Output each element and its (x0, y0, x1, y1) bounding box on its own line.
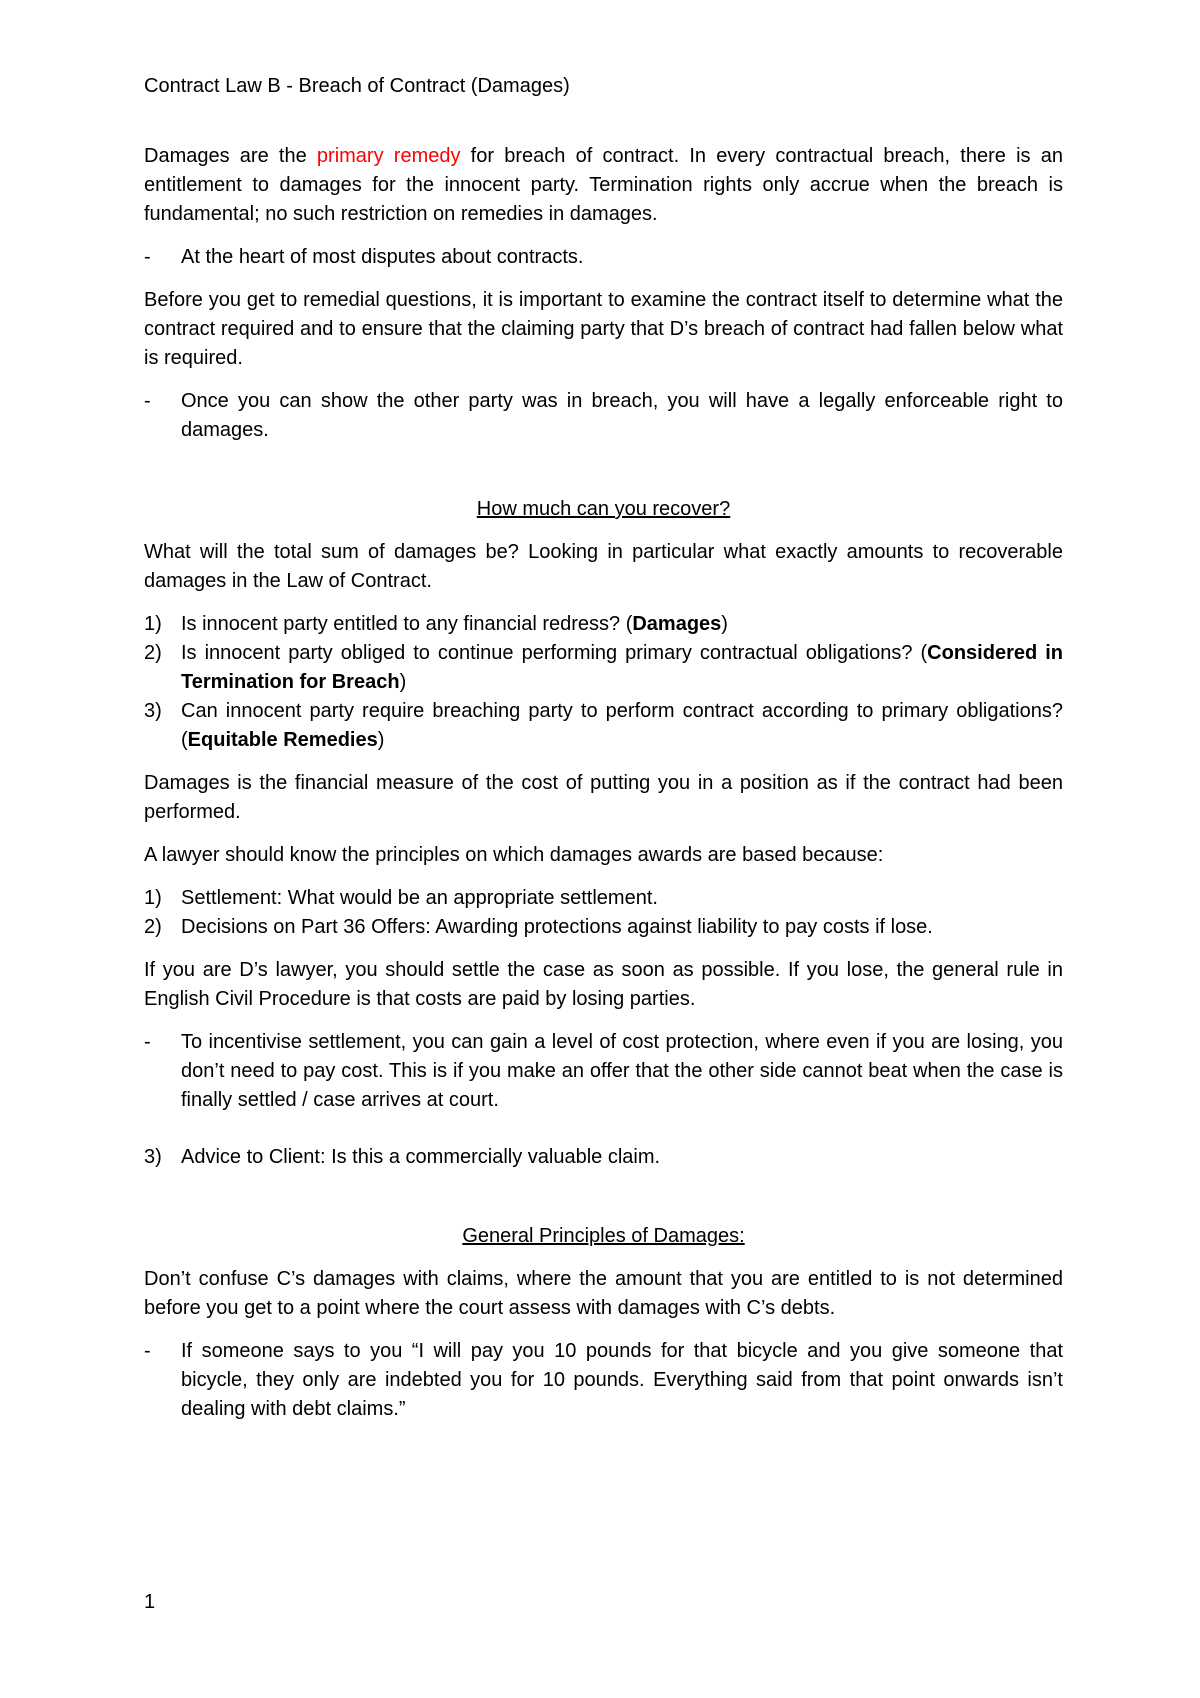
paragraph-damages-vs-claims: Don’t confuse C’s damages with claims, where the amount that you are entitled to is not determined before you get to a point where the court assess with damages with C’s debts. (144, 1268, 1063, 1319)
bullet-list (144, 1337, 1063, 1424)
list-item-text: Decisions on Part 36 Offers: Awarding protections against liability to pay costs if lose. (181, 916, 933, 938)
list-item-text: Once you can show the other party was in breach, you will have a legally enforceable right to damages. (181, 390, 1063, 441)
numbered-list-questions (144, 610, 1063, 755)
bullet-list (144, 1028, 1063, 1115)
list-item (144, 697, 1063, 755)
list-item-bold: Damages (632, 613, 722, 635)
list-item (144, 387, 1063, 445)
list-item-text: ) (721, 613, 728, 635)
numbered-list-reasons (144, 884, 1063, 942)
dash-marker: - (144, 1031, 151, 1053)
list-item (144, 913, 1063, 942)
list-item-text: At the heart of most disputes about contracts. (181, 246, 584, 268)
paragraph-text: Damages are the (144, 145, 317, 167)
list-number: 2) (144, 642, 162, 664)
list-item (144, 884, 1063, 913)
section-heading-how-much: How much can you recover? (476, 498, 731, 520)
dash-marker: - (144, 246, 151, 268)
section-heading-general-principles: General Principles of Damages: (462, 1225, 745, 1247)
list-item-text: Settlement: What would be an appropriate settlement. (181, 887, 658, 909)
list-item (144, 1028, 1063, 1115)
list-item-bold: Equitable Remedies (187, 729, 378, 751)
dash-marker: - (144, 390, 151, 412)
paragraph-remedial-questions: Before you get to remedial questions, it is important to examine the contract itself to determine what the contract required and to ensure that the claiming party that D’s breach of contract had fallen below what is required. (144, 289, 1063, 369)
list-item-text: If someone says to you “I will pay you 10 pounds for that bicycle and you give someone that bicycle, they only are indebted you for 10 pounds. Everything said from that point onwards isn’t dealing with debt claims.” (181, 1340, 1063, 1420)
paragraph-settle-case: If you are D’s lawyer, you should settle the case as soon as possible. If you lose, the general rule in English Civil Procedure is that costs are paid by losing parties. (144, 959, 1063, 1010)
list-item (144, 1143, 1063, 1172)
bullet-list (144, 387, 1063, 445)
paragraph-lawyer-principles: A lawyer should know the principles on which damages awards are based because: (144, 844, 884, 866)
list-item (144, 1337, 1063, 1424)
list-item (144, 243, 1063, 272)
document-header: Contract Law B - Breach of Contract (Damages) (144, 75, 570, 97)
list-item-text: Is innocent party obliged to continue performing primary contractual obligations? ( (181, 642, 928, 664)
highlight-primary-remedy: primary remedy (316, 145, 461, 167)
list-item-text: ) (399, 671, 407, 693)
paragraph-damages-primary-remedy (144, 142, 1063, 229)
bullet-list (144, 243, 1063, 272)
list-item-text: To incentivise settlement, you can gain a level of cost protection, where even if you are losing, you don’t need to pay cost. This is if you make an offer that the other side cannot beat when the case is finally settled / case arrives at court. (181, 1031, 1063, 1111)
list-number: 2) (144, 916, 162, 938)
list-item-text: Is innocent party entitled to any financial redress? ( (181, 613, 633, 635)
list-item-text: ) (377, 729, 385, 751)
list-number: 3) (144, 700, 162, 722)
list-item-bold: Considered in Termination for Breach (181, 642, 1063, 693)
list-item-text: Can innocent party require breaching party to perform contract according to primary obligations? ( (181, 700, 1063, 751)
dash-marker: - (144, 1340, 151, 1362)
page-number: 1 (144, 1591, 156, 1613)
numbered-list-reasons-cont (144, 1143, 1063, 1172)
paragraph-text: for breach of contract. In every contractual breach, there is an entitlement to damages for the innocent party. Termination rights only accrue when the breach is fundamental; no such restriction on remedies in damages. (144, 145, 1063, 225)
list-number: 3) (144, 1146, 162, 1168)
list-item (144, 639, 1063, 697)
paragraph-total-sum: What will the total sum of damages be? Looking in particular what exactly amounts to recoverable damages in the Law of Contract. (144, 541, 1063, 592)
list-item (144, 610, 1063, 639)
list-item-text: Advice to Client: Is this a commercially valuable claim. (181, 1146, 661, 1168)
list-number: 1) (144, 887, 162, 909)
paragraph-financial-measure: Damages is the financial measure of the cost of putting you in a position as if the contract had been performed. (144, 772, 1063, 823)
list-number: 1) (144, 613, 162, 635)
